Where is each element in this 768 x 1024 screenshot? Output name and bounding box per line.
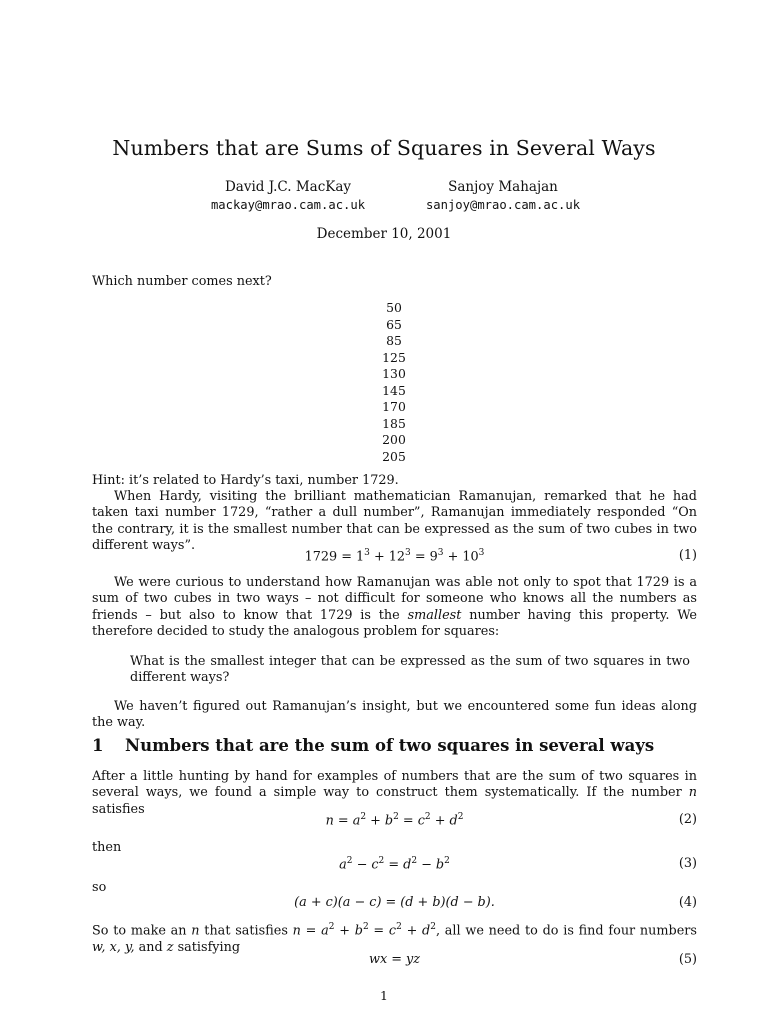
- equation-1-expression: $1729 = 1^3 + 12^3 = 9^3 + 10^3$: [304, 548, 485, 565]
- sequence-item: 130: [382, 366, 406, 381]
- so-text: so: [92, 880, 107, 895]
- then-text: then: [92, 840, 122, 855]
- equation-1: [92, 548, 697, 566]
- equation-4: [92, 895, 697, 913]
- author-email: sanjoy@mrao.cam.ac.uk: [425, 198, 581, 212]
- equation-5-number: (5): [678, 952, 697, 967]
- sequence-item: 170: [382, 399, 406, 414]
- author-email: mackay@mrao.cam.ac.uk: [210, 198, 366, 212]
- equation-3: [92, 856, 697, 874]
- equation-5: [92, 952, 697, 970]
- equation-2-number: (2): [678, 812, 697, 827]
- section-heading: [92, 736, 654, 755]
- equation-2-expression: $n = a^2 + b^2 = c^2 + d^2$: [325, 812, 464, 829]
- sequence-item: 50: [386, 300, 402, 315]
- block-quote: What is the smallest integer that can be expressed as the sum of two squares in two different ways?: [130, 654, 690, 686]
- author-block-2: [373, 178, 633, 214]
- equation-5-expression: wx = yz: [368, 952, 420, 967]
- section-title: Numbers that are the sum of two squares in several ways: [125, 736, 655, 755]
- story-paragraph: When Hardy, visiting the brilliant mathematician Ramanujan, remarked that he had taken taxi number 1729, “rather a dull number”, Ramanujan immediately responded “On the contrary, it is the smallest number that can be expressed as the sum of two cubes in two different ways”.: [92, 489, 697, 554]
- curious-paragraph: We were curious to understand how Ramanujan was able not only to spot that 1729 is a sum of two cubes in two ways – not difficult for someone who knows all the numbers as friends – but also to know that 1729 is the smallest number having this property. We therefore decided to study the analogous problem for squares:: [92, 575, 697, 640]
- paper-date: December 10, 2001: [316, 226, 452, 242]
- hint-text: Hint: it’s related to Hardy’s taxi, number 1729.: [92, 473, 399, 488]
- equation-1-number: (1): [678, 548, 697, 563]
- number-sequence: [344, 300, 444, 465]
- sequence-item: 85: [386, 333, 402, 348]
- author-name: David J.C. MacKay: [224, 179, 352, 195]
- equation-4-expression: (a + c)(a − c) = (d + b)(d − b).: [294, 895, 495, 910]
- sequence-item: 200: [382, 432, 406, 447]
- author-name: Sanjoy Mahajan: [448, 179, 558, 195]
- section-paragraph: After a little hunting by hand for examples of numbers that are the sum of two squares in several ways, we found a simple way to construct them systematically. If the number n satisfies: [92, 769, 697, 817]
- equation-2: [92, 812, 697, 830]
- equation-3-number: (3): [678, 856, 697, 871]
- page-number: 1: [380, 988, 388, 1003]
- equation-3-expression: $a^2 - c^2 = d^2 - b^2$: [339, 856, 450, 873]
- paper-title: Numbers that are Sums of Squares in Several Ways: [112, 136, 656, 160]
- sequence-item: 205: [382, 448, 406, 464]
- sequence-item: 145: [382, 382, 406, 398]
- final-paragraph: So to make an n that satisfies $n = a^2 + b^2 = c^2 + d^2$, all we need to do is find four numbers w, x, y, and z satisfying: [92, 922, 697, 955]
- sequence-item: 65: [386, 316, 402, 332]
- section-number: 1: [92, 736, 104, 755]
- sequence-item: 125: [382, 349, 406, 365]
- insight-paragraph: We haven’t figured out Ramanujan’s insight, but we encountered some fun ideas along the way.: [92, 699, 697, 731]
- question-text: Which number comes next?: [92, 274, 272, 289]
- sequence-item: 185: [382, 415, 406, 431]
- equation-4-number: (4): [678, 895, 697, 910]
